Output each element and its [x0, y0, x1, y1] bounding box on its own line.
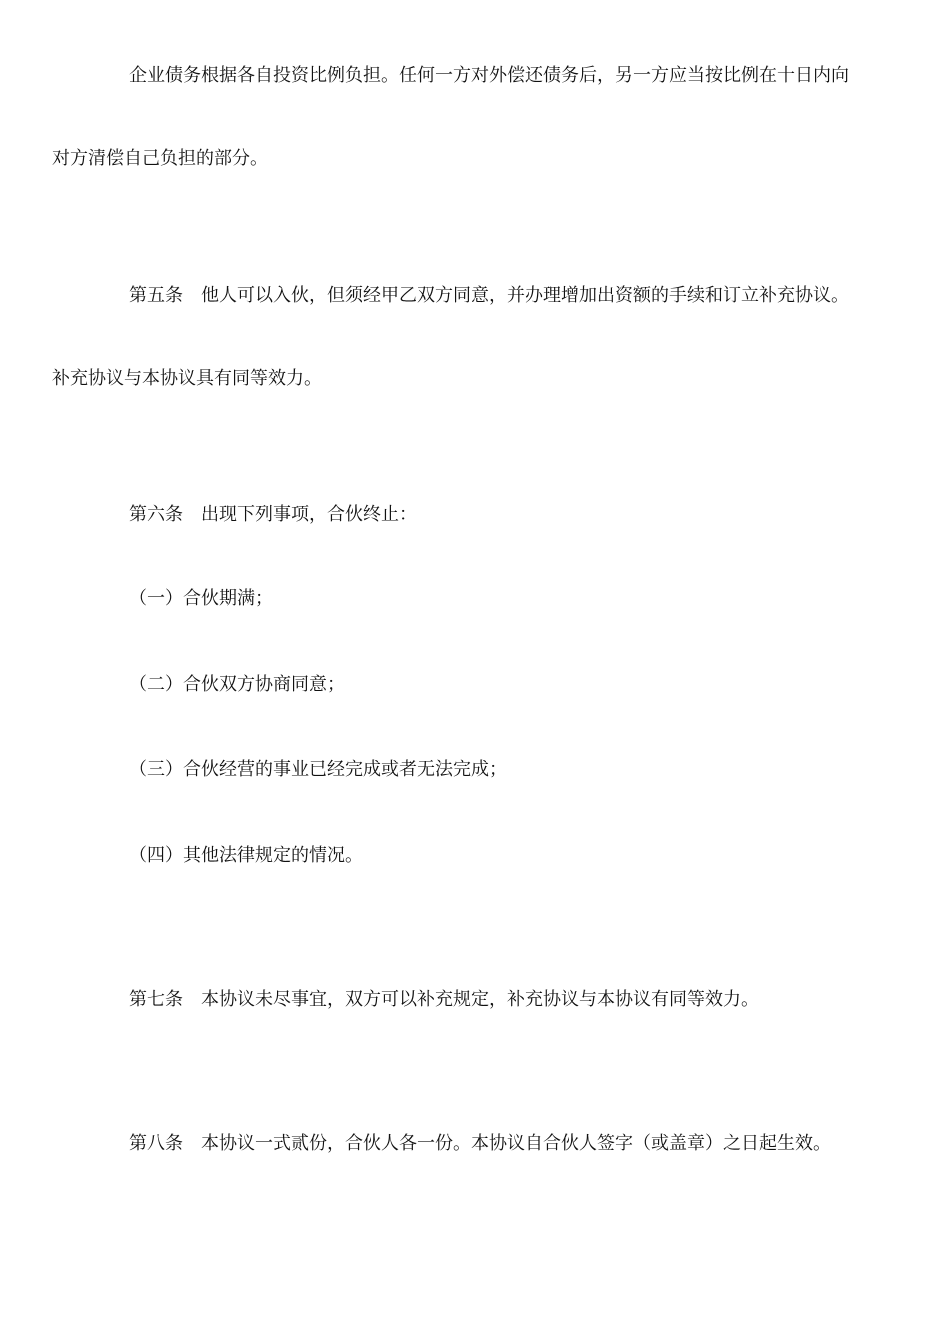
- article-6-item-2: （二）合伙双方协商同意；: [129, 674, 345, 695]
- article-6-item-4: （四）其他法律规定的情况。: [129, 845, 363, 866]
- paragraph-debt-continued: 企业债务根据各自投资比例负担。任何一方对外偿还债务后，另一方应当按比例在十日内向: [129, 65, 849, 86]
- article-8: 第八条 本协议一式贰份，合伙人各一份。本协议自合伙人签字（或盖章）之日起生效。: [129, 1133, 831, 1154]
- paragraph-debt-continued-line2: 对方清偿自己负担的部分。: [52, 148, 268, 169]
- article-7: 第七条 本协议未尽事宜，双方可以补充规定，补充协议与本协议有同等效力。: [129, 989, 759, 1010]
- article-6: 第六条 出现下列事项，合伙终止：: [129, 504, 417, 525]
- article-6-item-1: （一）合伙期满；: [129, 588, 273, 609]
- article-5-line2: 补充协议与本协议具有同等效力。: [52, 368, 322, 389]
- article-5: 第五条 他人可以入伙，但须经甲乙双方同意，并办理增加出资额的手续和订立补充协议。: [129, 285, 849, 306]
- article-6-item-3: （三）合伙经营的事业已经完成或者无法完成；: [129, 759, 507, 780]
